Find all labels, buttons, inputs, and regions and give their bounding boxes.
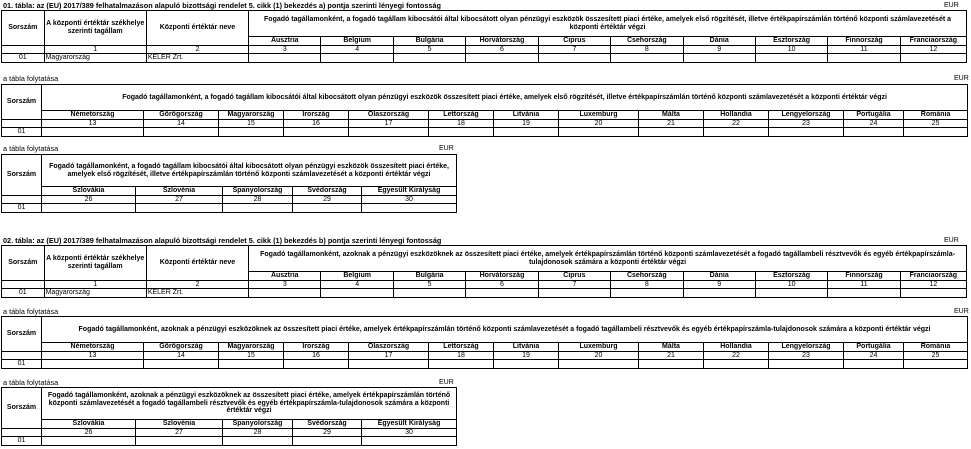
column-number: 12 (900, 280, 966, 289)
value-cell[interactable] (393, 54, 465, 63)
value-cell[interactable] (900, 289, 966, 298)
column-number: 4 (321, 45, 393, 54)
value-cell[interactable] (429, 360, 494, 369)
country-header: Magyarország (219, 343, 284, 352)
country-header: Portugália (844, 343, 904, 352)
column-number: 21 (639, 119, 704, 128)
country-header: Belgium (321, 37, 393, 46)
value-cell[interactable] (429, 128, 494, 137)
column-number: 5 (393, 280, 465, 289)
column-number: 30 (362, 195, 457, 204)
column-number (2, 195, 42, 204)
column-number: 22 (704, 351, 769, 360)
value-cell[interactable] (362, 437, 457, 446)
column-number: 10 (755, 45, 827, 54)
sorszam-header: Sorszám (2, 246, 45, 281)
sorszam-header: Sorszám (2, 155, 42, 196)
country-header: Ausztria (249, 272, 321, 281)
country-header: Szlovénia (136, 420, 223, 429)
continuation-label: a tábla folytatása (3, 378, 59, 387)
value-cell[interactable] (219, 128, 284, 137)
column-number: 13 (42, 351, 144, 360)
table-02-part-3 (1, 387, 457, 446)
column-number: 6 (466, 45, 538, 54)
value-cell[interactable] (293, 204, 362, 213)
country-header: Olaszország (349, 111, 429, 120)
country-header: Svédország (293, 420, 362, 429)
country-header: Ciprus (538, 37, 610, 46)
table-row (2, 289, 967, 298)
column-number: 12 (900, 45, 966, 54)
column-number: 22 (704, 119, 769, 128)
column-number: 17 (349, 119, 429, 128)
value-cell[interactable] (538, 289, 610, 298)
country-header: Luxemburg (559, 111, 639, 120)
table-02-part-2 (1, 316, 968, 369)
country-header: Szlovénia (136, 187, 223, 196)
value-cell[interactable] (494, 128, 559, 137)
country-header: Bulgária (393, 272, 465, 281)
sorszam-header: Sorszám (2, 317, 42, 352)
column-number: 25 (904, 119, 968, 128)
column-number: 8 (611, 45, 683, 54)
column-number (2, 119, 42, 128)
value-cell[interactable] (904, 360, 968, 369)
sorszam-header: Sorszám (2, 11, 45, 46)
row-number: 01 (2, 437, 42, 446)
column-number: 2 (146, 280, 248, 289)
value-cell[interactable] (293, 437, 362, 446)
currency-label: EUR (954, 75, 969, 82)
member-state-cell[interactable]: Magyarország (44, 54, 146, 63)
country-header: Szlovákia (42, 187, 136, 196)
value-cell[interactable] (704, 360, 769, 369)
country-header: Németország (42, 111, 144, 120)
country-header: Svédország (293, 187, 362, 196)
column-number: 1 (44, 45, 146, 54)
value-cell[interactable] (755, 54, 827, 63)
currency-label: EUR (439, 145, 454, 152)
currency-label: EUR (954, 308, 969, 315)
csd-name-cell[interactable]: KELER Zrt. (146, 289, 248, 298)
description-header: Fogadó tagállamonként, azoknak a pénzügyi eszközöknek az összesített piaci értéke, amelyek értékpapírszámlán történő központi számlavezetését a fogadó tagállambeli résztvevők és egyéb értékpapírszámla-tulajdonosok számára a központi értéktár végzi (249, 246, 967, 272)
row-number: 01 (2, 54, 45, 63)
country-header: Szlovákia (42, 420, 136, 429)
country-header: Horvátország (466, 272, 538, 281)
description-header: Fogadó tagállamonként, azoknak a pénzügyi eszközöknek az összesített piaci értéke, amelyek értékpapírszámlán történő központi számlavezetését a fogadó tagállambeli résztvevők és egyéb értékpapírszámla-tulajdonosok számára a központi értéktár végzi (42, 317, 968, 343)
table-02-part-1 (1, 245, 967, 298)
column-number: 15 (219, 351, 284, 360)
country-header: Lettország (429, 111, 494, 120)
value-cell[interactable] (611, 289, 683, 298)
country-header: Lengyelország (769, 343, 844, 352)
column-number: 23 (769, 351, 844, 360)
value-cell[interactable] (284, 360, 349, 369)
country-header: Bulgária (393, 37, 465, 46)
country-header: Franciaország (900, 272, 966, 281)
table-01-part-2 (1, 84, 968, 137)
column-number: 1 (44, 280, 146, 289)
column-number: 19 (494, 351, 559, 360)
country-header: Egyesült Királyság (362, 187, 457, 196)
member-state-cell[interactable]: Magyarország (44, 289, 146, 298)
country-header: Írország (284, 343, 349, 352)
value-cell[interactable] (349, 360, 429, 369)
value-cell[interactable] (611, 54, 683, 63)
description-header: Fogadó tagállamonként, a fogadó tagállam kibocsátói által kibocsátott olyan pénzügyi eszközök összesített piaci értéke, amelyek első rögzítését, illetve értékpapírszámlán történő központi számlavezetését a központi értéktár végzi (42, 85, 968, 111)
table-row (2, 204, 457, 213)
currency-label: EUR (944, 237, 959, 244)
value-cell[interactable] (42, 204, 136, 213)
row-number: 01 (2, 128, 42, 137)
country-header: Spanyolország (223, 187, 293, 196)
csd-name-header: Központi értéktár neve (146, 246, 248, 281)
column-number: 26 (42, 195, 136, 204)
country-header: Lettország (429, 343, 494, 352)
currency-label: EUR (439, 379, 454, 386)
member-state-header: A központi értéktár székhelye szerinti tagállam (44, 246, 146, 281)
country-header: Csehország (611, 272, 683, 281)
column-number: 2 (146, 45, 248, 54)
table-row (2, 437, 457, 446)
column-number: 26 (42, 428, 136, 437)
value-cell[interactable] (755, 289, 827, 298)
country-header: Görögország (144, 111, 219, 120)
value-cell[interactable] (349, 128, 429, 137)
country-header: Hollandia (704, 111, 769, 120)
column-number: 21 (639, 351, 704, 360)
value-cell[interactable] (223, 437, 293, 446)
value-cell[interactable] (321, 289, 393, 298)
table-row (2, 54, 967, 63)
column-number: 9 (683, 45, 755, 54)
column-number (2, 45, 45, 54)
column-number: 24 (844, 119, 904, 128)
country-header: Ciprus (538, 272, 610, 281)
column-number: 20 (559, 351, 639, 360)
value-cell[interactable] (393, 289, 465, 298)
country-header: Németország (42, 343, 144, 352)
column-number: 5 (393, 45, 465, 54)
country-header: Görögország (144, 343, 219, 352)
column-number: 14 (144, 119, 219, 128)
table-01-part-3 (1, 154, 457, 213)
column-number: 7 (538, 45, 610, 54)
value-cell[interactable] (284, 128, 349, 137)
table-row (2, 128, 968, 137)
column-number: 3 (249, 45, 321, 54)
sorszam-header: Sorszám (2, 85, 42, 120)
continuation-label: a tábla folytatása (3, 307, 59, 316)
member-state-header: A központi értéktár székhelye szerinti tagállam (44, 11, 146, 46)
country-header: Portugália (844, 111, 904, 120)
column-number: 27 (136, 428, 223, 437)
value-cell[interactable] (136, 437, 223, 446)
country-header: Olaszország (349, 343, 429, 352)
csd-name-cell[interactable]: KELER Zrt. (146, 54, 248, 63)
country-header: Csehország (611, 37, 683, 46)
column-number: 11 (828, 45, 900, 54)
value-cell[interactable] (769, 128, 844, 137)
column-number: 14 (144, 351, 219, 360)
table-02-title: 02. tábla: az (EU) 2017/389 felhatalmazáson alapuló bizottsági rendelet 5. cikk (1) bekezdés b) pontja szerinti lényegi fontosság (3, 236, 442, 245)
country-header: Spanyolország (223, 420, 293, 429)
csd-name-header: Központi értéktár neve (146, 11, 248, 46)
value-cell[interactable] (538, 54, 610, 63)
column-number: 18 (429, 351, 494, 360)
column-number: 11 (828, 280, 900, 289)
country-header: Finnország (828, 272, 900, 281)
row-number: 01 (2, 289, 45, 298)
value-cell[interactable] (559, 128, 639, 137)
value-cell[interactable] (828, 289, 900, 298)
column-number: 23 (769, 119, 844, 128)
country-header: Észtország (755, 272, 827, 281)
description-header: Fogadó tagállamonként, a fogadó tagállam kibocsátói által kibocsátott olyan pénzügyi eszközök összesített piaci értéke, amelyek első rögzítését, illetve értékpapírszámlán történő központi számlavezetését a központi értéktár végzi (42, 155, 457, 187)
column-number: 24 (844, 351, 904, 360)
value-cell[interactable] (844, 128, 904, 137)
country-header: Egyesült Királyság (362, 420, 457, 429)
column-number (2, 428, 42, 437)
table-01-title: 01. tábla: az (EU) 2017/389 felhatalmazáson alapuló bizottsági rendelet 5. cikk (1) bekezdés a) pontja szerinti lényegi fontosság (3, 1, 441, 10)
column-number: 19 (494, 119, 559, 128)
continuation-label: a tábla folytatása (3, 74, 59, 83)
country-header: Litvánia (494, 343, 559, 352)
column-number: 9 (683, 280, 755, 289)
country-header: Románia (904, 111, 968, 120)
value-cell[interactable] (769, 360, 844, 369)
country-header: Málta (639, 111, 704, 120)
value-cell[interactable] (900, 54, 966, 63)
value-cell[interactable] (639, 128, 704, 137)
column-number: 3 (249, 280, 321, 289)
column-number: 8 (611, 280, 683, 289)
table-row (2, 360, 968, 369)
column-number: 17 (349, 351, 429, 360)
column-number: 25 (904, 351, 968, 360)
country-header: Dánia (683, 272, 755, 281)
column-number: 28 (223, 428, 293, 437)
value-cell[interactable] (249, 54, 321, 63)
value-cell[interactable] (42, 437, 136, 446)
value-cell[interactable] (683, 289, 755, 298)
description-header: Fogadó tagállamonként, a fogadó tagállam kibocsátói által kibocsátott olyan pénzügyi eszközök összesített piaci értéke, amelyek első rögzítését, illetve értékpapírszámlán történő központi számlavezetését a központi értéktár végzi (249, 11, 967, 37)
column-number: 27 (136, 195, 223, 204)
column-number: 30 (362, 428, 457, 437)
value-cell[interactable] (249, 289, 321, 298)
country-header: Málta (639, 343, 704, 352)
country-header: Lengyelország (769, 111, 844, 120)
value-cell[interactable] (219, 360, 284, 369)
column-number (2, 351, 42, 360)
country-header: Magyarország (219, 111, 284, 120)
value-cell[interactable] (223, 204, 293, 213)
value-cell[interactable] (559, 360, 639, 369)
value-cell[interactable] (362, 204, 457, 213)
country-header: Finnország (828, 37, 900, 46)
value-cell[interactable] (494, 360, 559, 369)
value-cell[interactable] (42, 128, 144, 137)
continuation-label: a tábla folytatása (3, 144, 59, 153)
country-header: Románia (904, 343, 968, 352)
value-cell[interactable] (144, 360, 219, 369)
value-cell[interactable] (42, 360, 144, 369)
country-header: Luxemburg (559, 343, 639, 352)
column-number: 29 (293, 195, 362, 204)
column-number: 16 (284, 351, 349, 360)
row-number: 01 (2, 360, 42, 369)
value-cell[interactable] (136, 204, 223, 213)
column-number: 7 (538, 280, 610, 289)
country-header: Észtország (755, 37, 827, 46)
value-cell[interactable] (683, 54, 755, 63)
column-number: 10 (755, 280, 827, 289)
country-header: Litvánia (494, 111, 559, 120)
value-cell[interactable] (321, 54, 393, 63)
value-cell[interactable] (904, 128, 968, 137)
column-number: 18 (429, 119, 494, 128)
value-cell[interactable] (144, 128, 219, 137)
country-header: Írország (284, 111, 349, 120)
value-cell[interactable] (466, 289, 538, 298)
currency-label: EUR (944, 2, 959, 9)
country-header: Dánia (683, 37, 755, 46)
sorszam-header: Sorszám (2, 388, 42, 429)
column-number: 13 (42, 119, 144, 128)
column-number (2, 280, 45, 289)
description-header: Fogadó tagállamonként, azoknak a pénzügyi eszközöknek az összesített piaci értéke, amelyek értékpapírszámlán történő központi számlavezetését a fogadó tagállambeli résztvevők és egyéb értékpapírszámla-tulajdonosok számára a központi értéktár végzi (42, 388, 457, 420)
country-header: Belgium (321, 272, 393, 281)
row-number: 01 (2, 204, 42, 213)
column-number: 29 (293, 428, 362, 437)
column-number: 20 (559, 119, 639, 128)
value-cell[interactable] (828, 54, 900, 63)
country-header: Hollandia (704, 343, 769, 352)
table-01-part-1 (1, 10, 967, 63)
value-cell[interactable] (639, 360, 704, 369)
column-number: 28 (223, 195, 293, 204)
column-number: 16 (284, 119, 349, 128)
column-number: 15 (219, 119, 284, 128)
column-number: 4 (321, 280, 393, 289)
value-cell[interactable] (466, 54, 538, 63)
country-header: Horvátország (466, 37, 538, 46)
column-number: 6 (466, 280, 538, 289)
value-cell[interactable] (704, 128, 769, 137)
country-header: Ausztria (249, 37, 321, 46)
country-header: Franciaország (900, 37, 966, 46)
value-cell[interactable] (844, 360, 904, 369)
